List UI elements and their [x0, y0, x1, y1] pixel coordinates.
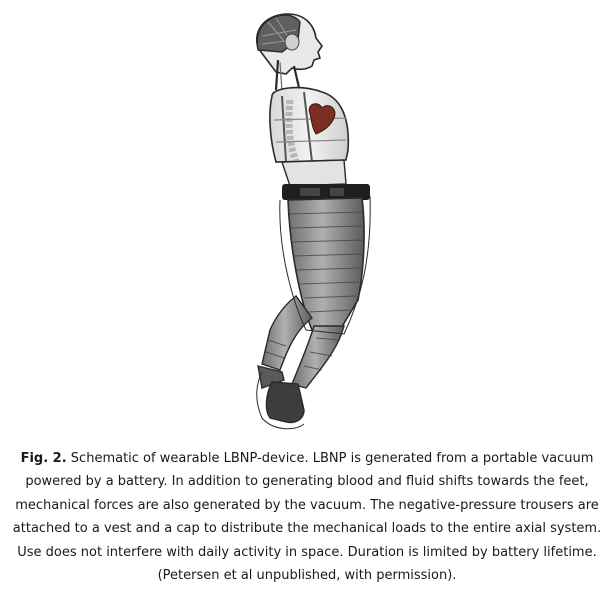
caption-text: Schematic of wearable LBNP-device. LBNP is generated from a portable vacuum powered by a battery. In addition to generating blood and fluid shifts towards the feet, mechanical forces are also generated by the vacuum. The negative-pressure trousers are attached to a vest and a cap to distribute the mechanical loads to the entire axial system. Use does not interfere with daily activity in space. Duration is limited by battery lifetime. (Petersen et al unpublished, with permission). [12, 451, 602, 584]
figure-caption [4, 447, 610, 587]
figure-label: Fig. 2. [20, 451, 67, 466]
head-and-cap [257, 14, 322, 74]
vest-torso [270, 88, 348, 162]
waist-connector [282, 160, 346, 186]
negative-pressure-trousers [262, 196, 370, 388]
